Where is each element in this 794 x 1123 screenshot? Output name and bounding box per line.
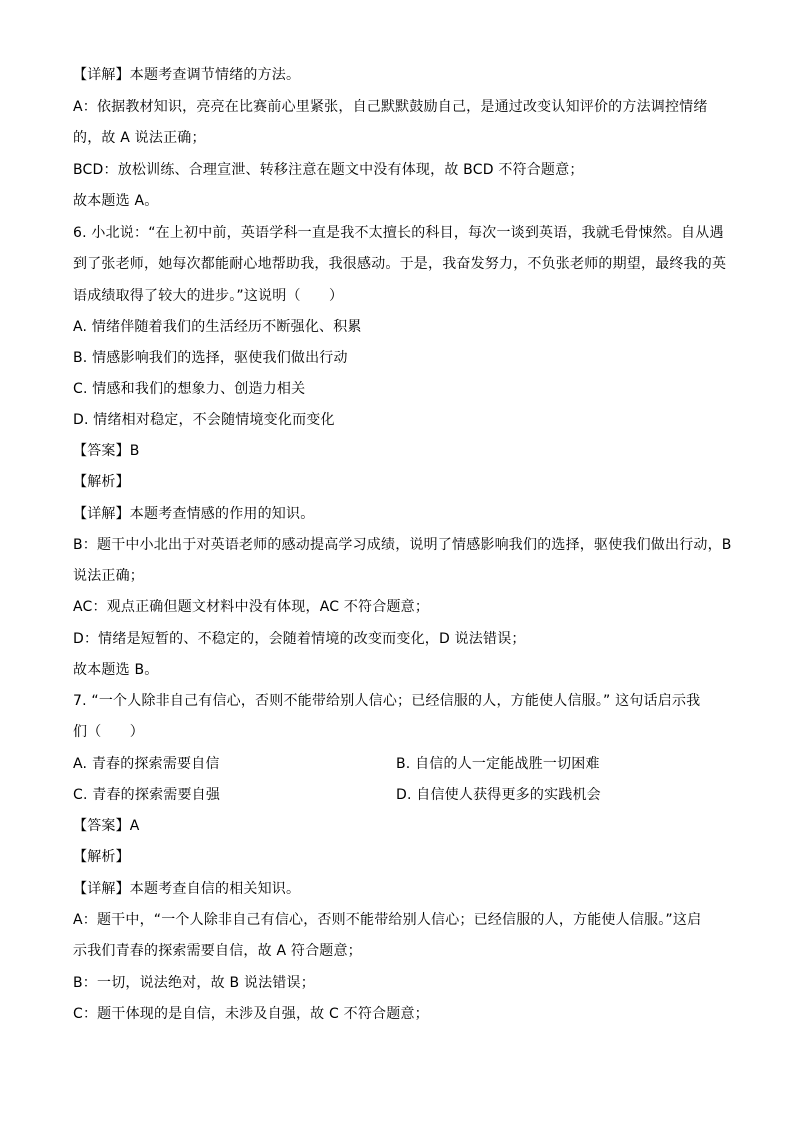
analysis-label: 【解析】 (73, 474, 130, 490)
option-a: A. 情绪伴随着我们的生活经历不断强化、积累 (73, 319, 362, 335)
option-b: B. 自信的人一定能战胜一切困难 (396, 756, 600, 772)
text-line: 【详解】本题考查调节情绪的方法。 (73, 67, 301, 83)
text-line: A：题干中，“一个人除非自己有信心，否则不能带给别人信心；已经信服的人，方能使人信服。”这启 (73, 912, 702, 928)
option-c: C. 青春的探索需要自强 (73, 787, 221, 803)
text-line: 故本题选 A。 (73, 193, 159, 209)
text-line: D：情绪是短暂的、不稳定的，会随着情境的改变而变化，D 说法错误； (73, 631, 526, 647)
answer-label: 【答案】A (73, 818, 140, 834)
text-line: 示我们青春的探索需要自信，故 A 符合题意； (73, 943, 362, 959)
text-line: B：题干中小北出于对英语老师的感动提高学习成绩，说明了情感影响我们的选择，驱使我们做出行动，B (73, 537, 732, 553)
answer-label: 【答案】B (73, 443, 140, 459)
question-7-stem: 7. “一个人除非自己有信心，否则不能带给别人信心；已经信服的人，方能使人信服。” 这句话启示我 (73, 693, 701, 709)
text-line: 【详解】本题考查情感的作用的知识。 (73, 506, 315, 522)
question-6-stem: 6. 小北说：“在上初中前，英语学科一直是我不太擅长的科目，每次一谈到英语，我就毛骨悚然。自从遇 (73, 225, 724, 241)
question-6-stem: 语成绩取得了较大的进步。”这说明（ ） (73, 288, 344, 304)
option-a: A. 青春的探索需要自信 (73, 756, 220, 772)
question-7-stem: 们（ ） (73, 724, 144, 740)
text-line: 故本题选 B。 (73, 662, 159, 678)
question-6-stem: 到了张老师，她每次都能耐心地帮助我，我很感动。于是，我奋发努力，不负张老师的期望，最终我的英 (73, 256, 727, 272)
text-line: 的，故 A 说法正确； (73, 130, 206, 146)
text-line: 说法正确； (73, 568, 144, 584)
text-line: 【详解】本题考查自信的相关知识。 (73, 881, 301, 897)
text-line: BCD：放松训练、合理宣泄、转移注意在题文中没有体现，故 BCD 不符合题意； (73, 162, 584, 178)
option-d: D. 情绪相对稳定，不会随情境变化而变化 (73, 412, 335, 428)
option-b: B. 情感影响我们的选择，驱使我们做出行动 (73, 350, 348, 366)
text-line: B：一切，说法绝对，故 B 说法错误； (73, 975, 315, 991)
text-line: A：依据教材知识，亮亮在比赛前心里紧张，自己默默鼓励自己，是通过改变认知评价的方法调控情绪 (73, 99, 708, 115)
option-d: D. 自信使人获得更多的实践机会 (396, 787, 601, 803)
option-c: C. 情感和我们的想象力、创造力相关 (73, 381, 306, 397)
text-line: C：题干体现的是自信，未涉及自强，故 C 不符合题意； (73, 1006, 429, 1022)
analysis-label: 【解析】 (73, 849, 130, 865)
text-line: AC：观点正确但题文材料中没有体现，AC 不符合题意； (73, 599, 430, 615)
